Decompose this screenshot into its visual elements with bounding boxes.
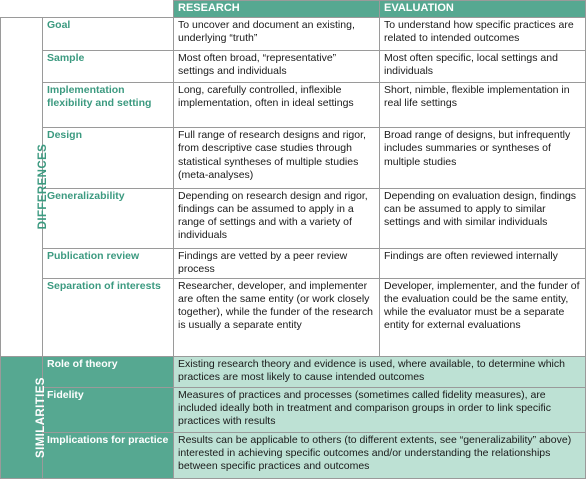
differences-label: DIFFERENCES [37, 144, 50, 230]
row-label-sample: Sample [43, 50, 174, 82]
cell-generalizability-evaluation: Depending on evaluation design, findings can be assumed to apply to similar settings and with similar individuals [380, 188, 586, 248]
header-blank-cell [1, 1, 174, 18]
cell-implementation-research: Long, carefully controlled, inflexible implementation, often in ideal settings [174, 82, 380, 128]
cell-generalizability-research: Depending on research design and rigor, findings can be assumed to apply in a range of settings and with a variety of individuals [174, 188, 380, 248]
row-generalizability [1, 188, 586, 248]
row-implementation [1, 82, 586, 128]
header-evaluation: EVALUATION [380, 1, 586, 18]
row-label-publication-review: Publication review [43, 248, 174, 279]
row-goal [1, 18, 586, 51]
row-role-of-theory [1, 356, 586, 388]
cell-role-of-theory: Existing research theory and evidence is used, where available, to determine which practices are most likely to cause intended outcomes [174, 356, 586, 388]
cell-publication-review-evaluation: Findings are often reviewed internally [380, 248, 586, 279]
cell-separation-evaluation: Developer, implementer, and the funder of the evaluation could be the same entity, while the evaluator must be a separate entity for external evaluations [380, 279, 586, 356]
similarities-label: SIMILARITIES [34, 376, 47, 458]
header-row [1, 1, 586, 18]
row-label-goal: Goal [43, 18, 174, 51]
cell-publication-review-research: Findings are vetted by a peer review process [174, 248, 380, 279]
row-label-role-of-theory: Role of theory [43, 356, 174, 388]
cell-goal-evaluation: To understand how specific practices are related to intended outcomes [380, 18, 586, 51]
row-fidelity [1, 388, 586, 433]
similarities-section-label [1, 356, 47, 478]
differences-section-label [1, 18, 50, 356]
cell-design-research: Full range of research designs and rigor, from descriptive case studies through statistical syntheses of multiple studies (meta-analyses) [174, 128, 380, 188]
row-separation-of-interests [1, 279, 586, 356]
row-design [1, 128, 586, 188]
row-label-separation-of-interests: Separation of interests [43, 279, 174, 356]
row-implications-for-practice [1, 433, 586, 479]
row-label-fidelity: Fidelity [43, 388, 174, 433]
row-label-implementation: Implementation flexibility and setting [43, 82, 174, 128]
row-label-generalizability: Generalizability [43, 188, 174, 248]
cell-implementation-evaluation: Short, nimble, flexible implementation in real life settings [380, 82, 586, 128]
row-sample [1, 50, 586, 82]
cell-sample-research: Most often broad, “representative” settings and individuals [174, 50, 380, 82]
cell-goal-research: To uncover and document an existing, underlying “truth” [174, 18, 380, 51]
cell-fidelity: Measures of practices and processes (sometimes called fidelity measures), are included ideally both in treatment and comparison groups in order to link specific practices with results [174, 388, 586, 433]
row-label-implications-for-practice: Implications for practice [43, 433, 174, 479]
cell-separation-research: Researcher, developer, and implementer are often the same entity (or work closely together), while the funder of the research is usually a separate entity [174, 279, 380, 356]
row-publication-review [1, 248, 586, 279]
header-research: RESEARCH [174, 1, 380, 18]
cell-sample-evaluation: Most often specific, local settings and individuals [380, 50, 586, 82]
cell-design-evaluation: Broad range of designs, but infrequently includes summaries or syntheses of multiple studies [380, 128, 586, 188]
row-label-design: Design [43, 128, 174, 188]
cell-implications-for-practice: Results can be applicable to others (to different extents, see “generalizability” above) interested in achieving specific outcomes and/or understanding the relationships between specific practices and outcomes [174, 433, 586, 479]
